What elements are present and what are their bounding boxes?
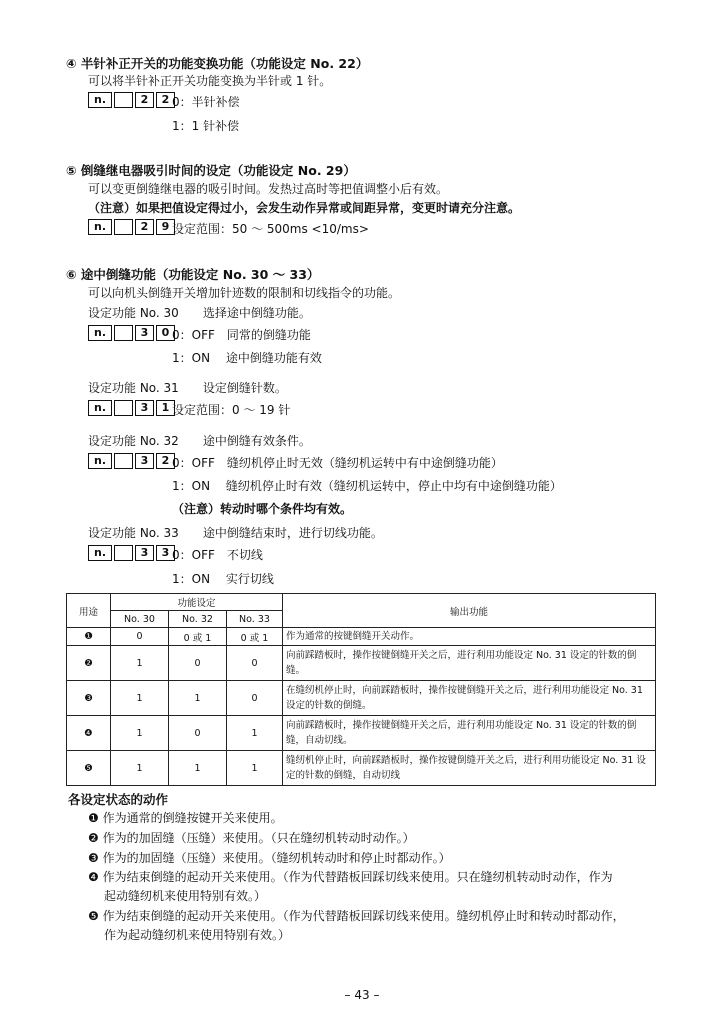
function-32-label: 设定功能 No. 32 途中倒缝有效条件。 [88,434,311,448]
code-char: 0 [156,325,175,341]
cell-output: 作为通常的按键倒缝开关动作。 [283,628,656,646]
cell-no32: 0 或 1 [169,628,227,646]
cell-no30: 1 [111,716,169,751]
code-char: 2 [135,92,154,108]
code-char: n. [88,453,112,469]
header-no32: No. 32 [169,611,227,628]
code-char: n. [88,92,112,108]
cell-output: 向前踩踏板时，操作按键倒缝开关之后，进行利用功能设定 No. 31 设定的针数的倒缝。 [283,646,656,681]
states-title: 各设定状态的动作 [68,792,169,807]
function-30-option-0: 0：OFF 同常的倒缝功能 [172,328,311,342]
function-32-note: （注意）转动时哪个条件均有效。 [172,502,353,516]
code-char [114,219,133,235]
row-mark: ❺ [67,751,111,786]
code-char: 3 [135,325,154,341]
code-char [114,545,133,561]
code-char: 2 [156,92,175,108]
cell-no30: 1 [111,751,169,786]
cell-no32: 0 [169,646,227,681]
table-row [67,646,656,681]
state-line-1: ❶ 作为通常的倒缝按键开关来使用。 [88,811,283,825]
cell-no33: 1 [227,751,283,786]
cell-output: 向前踩踏板时，操作按键倒缝开关之后，进行利用功能设定 No. 31 设定的针数的倒缝，自动切线。 [283,716,656,751]
section-4-title: ④ 半针补正开关的功能变换功能（功能设定 No. 22） [66,56,369,71]
state-line-5-cont: 作为起动缝纫机来使用特别有效。） [104,928,291,942]
section-5-note: （注意）如果把值设定得过小，会发生动作异常或间距异常，变更时请充分注意。 [88,201,521,215]
section-5-title: ⑤ 倒缝继电器吸引时间的设定（功能设定 No. 29） [66,163,356,178]
function-32-option-1: 1：ON 缝纫机停止时有效（缝纫机运转中，停止中均有中途倒缝功能） [172,479,562,493]
section-6-desc: 可以向机头倒缝开关增加针迹数的限制和切线指令的功能。 [88,286,401,300]
cell-output: 在缝纫机停止时，向前踩踏板时，操作按键倒缝开关之后，进行利用功能设定 No. 31 设定的针数的倒缝。 [283,681,656,716]
code-char: n. [88,400,112,416]
table-row [67,628,656,646]
function-30-option-1: 1：ON 途中倒缝功能有效 [172,351,322,365]
code-char: 3 [135,545,154,561]
cell-no33: 0 [227,646,283,681]
option-0: 0：半针补偿 [172,95,240,109]
cell-no32: 1 [169,681,227,716]
cell-no33: 1 [227,716,283,751]
header-use: 用途 [67,594,111,628]
section-5-desc: 可以变更倒缝继电器的吸引时间。发热过高时等把值调整小后有效。 [88,182,449,196]
function-30-label: 设定功能 No. 30 选择途中倒缝功能。 [88,306,311,320]
code-box-29 [88,219,177,235]
table-row [67,751,656,786]
section-4-desc: 可以将半针补正开关功能变换为半针或 1 针。 [88,74,332,88]
code-char: 2 [156,453,175,469]
cell-no30: 0 [111,628,169,646]
state-line-4: ❹ 作为结束倒缝的起动开关来使用。（作为代替踏板回踩切线来使用。只在缝纫机转动时动作，作为 [88,870,613,884]
section-6-title: ⑥ 途中倒缝功能（功能设定 No. 30 ～ 33） [66,267,320,282]
function-33-label: 设定功能 No. 33 途中倒缝结束时，进行切线功能。 [88,526,383,540]
function-31-range: 设定范围：0 ～ 19 针 [172,403,291,417]
code-char: 3 [135,453,154,469]
row-mark: ❸ [67,681,111,716]
page-number: – 43 – [344,988,380,1002]
code-char: 1 [156,400,175,416]
code-char: n. [88,545,112,561]
state-line-3: ❸ 作为的加固缝（压缝）来使用。（缝纫机转动时和停止时都动作。） [88,851,451,865]
range-29: 设定范围：50 ～ 500ms <10/ms> [172,222,369,236]
option-1: 1：1 针补偿 [172,119,240,133]
cell-no32: 0 [169,716,227,751]
code-char: 3 [156,545,175,561]
code-char: 2 [135,219,154,235]
function-32-option-0: 0：OFF 缝纫机停止时无效（缝纫机运转中有中途倒缝功能） [172,456,503,470]
function-33-option-0: 0：OFF 不切线 [172,548,263,562]
cell-output: 缝纫机停止时，向前踩踏板时，操作按键倒缝开关之后，进行利用功能设定 No. 31 设定的针数的倒缝，自动切线 [283,751,656,786]
state-line-5: ❺ 作为结束倒缝的起动开关来使用。（作为代替踏板回踩切线来使用。缝纫机停止时和转动时都动作， [88,909,625,923]
cell-no32: 1 [169,751,227,786]
state-line-2: ❷ 作为的加固缝（压缝）来使用。（只在缝纫机转动时动作。） [88,831,415,845]
code-box-33 [88,545,177,561]
row-mark: ❹ [67,716,111,751]
header-setting: 功能设定 [111,594,283,611]
code-char: n. [88,219,112,235]
row-mark: ❶ [67,628,111,646]
code-char: n. [88,325,112,341]
cell-no33: 0 [227,681,283,716]
code-box-30 [88,325,177,341]
table-row [67,716,656,751]
code-box-32 [88,453,177,469]
cell-no30: 1 [111,681,169,716]
code-char [114,92,133,108]
header-no30: No. 30 [111,611,169,628]
code-char [114,400,133,416]
code-char [114,453,133,469]
cell-no33: 0 或 1 [227,628,283,646]
table-row [67,681,656,716]
code-box-22 [88,92,177,108]
row-mark: ❷ [67,646,111,681]
header-no33: No. 33 [227,611,283,628]
code-char: 9 [156,219,175,235]
function-31-label: 设定功能 No. 31 设定倒缝针数。 [88,381,287,395]
cell-no30: 1 [111,646,169,681]
code-char: 3 [135,400,154,416]
state-line-4-cont: 起动缝纫机来使用特别有效。） [104,889,267,903]
code-char [114,325,133,341]
code-box-31 [88,400,177,416]
function-33-option-1: 1：ON 实行切线 [172,572,274,586]
function-table [66,593,656,786]
header-output: 输出功能 [283,594,656,628]
